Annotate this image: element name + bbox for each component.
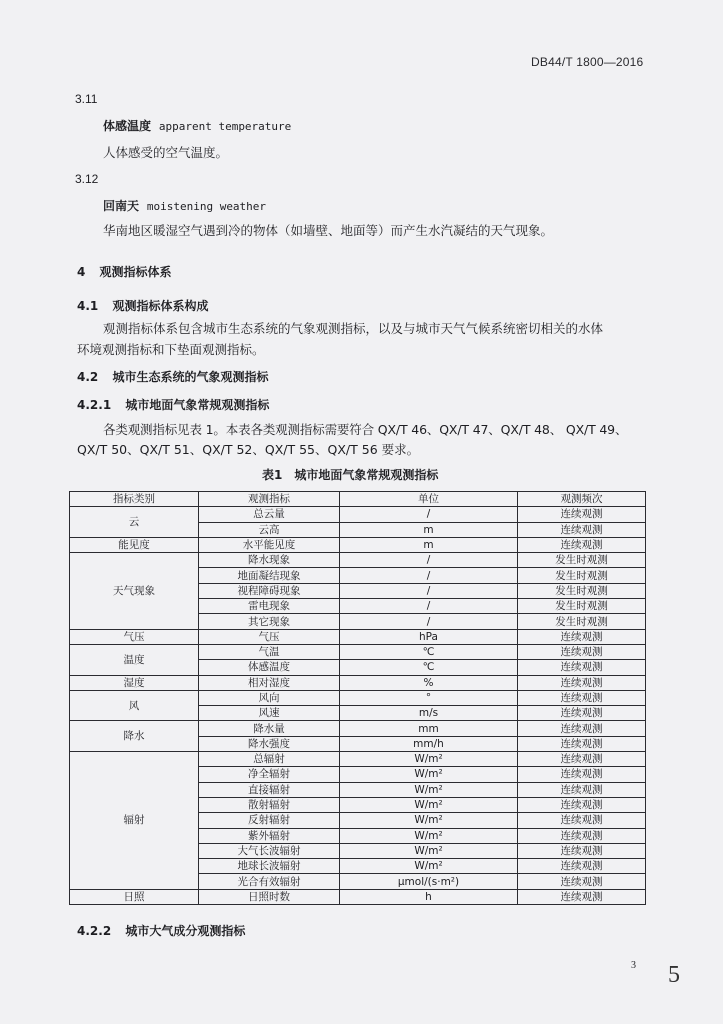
paragraph-4-2-1-line1: 各类观测指标见表 1。本表各类观测指标需要符合 QX/T 46、QX/T 47、QX/T 48、 QX/T 49、 (103, 422, 628, 437)
term-en: moistening weather (146, 200, 267, 213)
indicator-cell: 气压 (199, 629, 340, 644)
indicator-cell: 紫外辐射 (199, 828, 340, 843)
indicator-cell: 云高 (199, 522, 340, 537)
frequency-cell: 连续观测 (518, 721, 646, 736)
frequency-cell: 连续观测 (518, 522, 646, 537)
indicator-cell: 视程障碍现象 (199, 583, 340, 598)
frequency-cell: 连续观测 (518, 644, 646, 659)
frequency-cell: 连续观测 (518, 706, 646, 721)
term-en: apparent temperature (158, 120, 292, 133)
unit-cell: W/m² (340, 767, 518, 782)
unit-cell: / (340, 583, 518, 598)
category-cell: 降水 (70, 721, 199, 752)
table-header-cell: 观测频次 (518, 492, 646, 507)
table-header-cell: 单位 (340, 492, 518, 507)
heading-4 (77, 263, 172, 280)
unit-cell: / (340, 507, 518, 522)
table-row (70, 644, 646, 659)
unit-cell: ℃ (340, 644, 518, 659)
table-row (70, 690, 646, 705)
indicator-cell: 净全辐射 (199, 767, 340, 782)
indicator-cell: 大气长波辐射 (199, 843, 340, 858)
frequency-cell: 连续观测 (518, 797, 646, 812)
unit-cell: hPa (340, 629, 518, 644)
indicator-cell: 水平能见度 (199, 537, 340, 552)
indicator-cell: 风向 (199, 690, 340, 705)
unit-cell: h (340, 889, 518, 904)
section-number-3-12: 3.12 (75, 172, 99, 186)
unit-cell: W/m² (340, 813, 518, 828)
table-body (70, 507, 646, 905)
observation-index-table (69, 491, 646, 905)
indicator-cell: 直接辐射 (199, 782, 340, 797)
table-row (70, 507, 646, 522)
unit-cell: ℃ (340, 660, 518, 675)
frequency-cell: 连续观测 (518, 660, 646, 675)
section-number-3-11: 3.11 (75, 92, 98, 106)
frequency-cell: 连续观测 (518, 736, 646, 751)
frequency-cell: 连续观测 (518, 752, 646, 767)
heading-number: 4.2 (77, 370, 99, 384)
table-row (70, 553, 646, 568)
indicator-cell: 雷电现象 (199, 599, 340, 614)
table-row (70, 721, 646, 736)
category-cell: 湿度 (70, 675, 199, 690)
heading-title: 城市大气成分观测指标 (125, 924, 246, 938)
unit-cell: % (340, 675, 518, 690)
frequency-cell: 发生时观测 (518, 553, 646, 568)
indicator-cell: 降水强度 (199, 736, 340, 751)
unit-cell: m (340, 537, 518, 552)
unit-cell: W/m² (340, 843, 518, 858)
unit-cell: W/m² (340, 797, 518, 812)
frequency-cell: 连续观测 (518, 629, 646, 644)
unit-cell: W/m² (340, 782, 518, 797)
heading-title: 观测指标体系 (99, 265, 172, 279)
frequency-cell: 连续观测 (518, 813, 646, 828)
frequency-cell: 连续观测 (518, 507, 646, 522)
indicator-cell: 降水量 (199, 721, 340, 736)
indicator-cell: 日照时数 (199, 889, 340, 904)
category-cell: 气压 (70, 629, 199, 644)
frequency-cell: 连续观测 (518, 675, 646, 690)
heading-4-2 (77, 368, 268, 385)
unit-cell: m (340, 522, 518, 537)
indicator-cell: 反射辐射 (199, 813, 340, 828)
table-row (70, 889, 646, 904)
document-id: DB44/T 1800—2016 (531, 55, 644, 69)
unit-cell: W/m² (340, 752, 518, 767)
paragraph-4-1-line1: 观测指标体系包含城市生态系统的气象观测指标，以及与城市天气气候系统密切相关的水体 (103, 321, 604, 336)
table-row (70, 752, 646, 767)
frequency-cell: 发生时观测 (518, 583, 646, 598)
frequency-cell: 连续观测 (518, 782, 646, 797)
category-cell: 温度 (70, 644, 199, 675)
indicator-cell: 体感温度 (199, 660, 340, 675)
frequency-cell: 连续观测 (518, 874, 646, 889)
heading-title: 城市地面气象常规观测指标 (125, 398, 270, 412)
term-zh: 回南天 (103, 199, 140, 213)
unit-cell: m/s (340, 706, 518, 721)
term-3-11 (103, 117, 291, 134)
table-row (70, 675, 646, 690)
indicator-cell: 总辐射 (199, 752, 340, 767)
unit-cell: μmol/(s·m²) (340, 874, 518, 889)
category-cell: 天气现象 (70, 553, 199, 629)
paragraph-4-1-line2: 环境观测指标和下垫面观测指标。 (77, 342, 265, 357)
frequency-cell: 连续观测 (518, 537, 646, 552)
unit-cell: / (340, 614, 518, 629)
heading-title: 观测指标体系构成 (112, 299, 209, 313)
frequency-cell: 连续观测 (518, 889, 646, 904)
indicator-cell: 总云量 (199, 507, 340, 522)
category-cell: 能见度 (70, 537, 199, 552)
frequency-cell: 发生时观测 (518, 599, 646, 614)
category-cell: 辐射 (70, 752, 199, 890)
heading-4-1 (77, 297, 208, 314)
heading-number: 4 (77, 265, 86, 279)
heading-number: 4.2.1 (77, 398, 112, 412)
heading-4-2-2 (77, 922, 245, 939)
unit-cell: / (340, 568, 518, 583)
unit-cell: mm/h (340, 736, 518, 751)
heading-title: 城市生态系统的气象观测指标 (112, 370, 269, 384)
table-row (70, 537, 646, 552)
unit-cell: / (340, 599, 518, 614)
unit-cell: W/m² (340, 828, 518, 843)
indicator-cell: 地面凝结现象 (199, 568, 340, 583)
frequency-cell: 连续观测 (518, 828, 646, 843)
heading-4-2-1 (77, 396, 269, 413)
indicator-cell: 散射辐射 (199, 797, 340, 812)
heading-number: 4.1 (77, 299, 99, 313)
frequency-cell: 连续观测 (518, 767, 646, 782)
definition-3-11: 人体感受的空气温度。 (103, 145, 229, 160)
category-cell: 云 (70, 507, 199, 538)
term-zh: 体感温度 (103, 119, 152, 133)
unit-cell: ° (340, 690, 518, 705)
frequency-cell: 连续观测 (518, 843, 646, 858)
definition-3-12: 华南地区暖湿空气遇到冷的物体（如墙壁、地面等）而产生水汽凝结的天气现象。 (103, 223, 554, 238)
unit-cell: / (340, 553, 518, 568)
table-header-cell: 观测指标 (199, 492, 340, 507)
table-caption: 表1 城市地面气象常规观测指标 (262, 468, 439, 482)
table-header-row (70, 492, 646, 507)
heading-number: 4.2.2 (77, 924, 112, 938)
frequency-cell: 发生时观测 (518, 614, 646, 629)
paragraph-4-2-1-line2: QX/T 50、QX/T 51、QX/T 52、QX/T 55、QX/T 56 要求。 (77, 442, 420, 457)
page-number-small: 3 (631, 960, 636, 971)
frequency-cell: 连续观测 (518, 859, 646, 874)
frequency-cell: 连续观测 (518, 690, 646, 705)
frequency-cell: 发生时观测 (518, 568, 646, 583)
indicator-cell: 气温 (199, 644, 340, 659)
indicator-cell: 光合有效辐射 (199, 874, 340, 889)
category-cell: 风 (70, 690, 199, 721)
term-3-12 (103, 197, 266, 214)
indicator-cell: 地球长波辐射 (199, 859, 340, 874)
unit-cell: W/m² (340, 859, 518, 874)
indicator-cell: 其它现象 (199, 614, 340, 629)
indicator-cell: 相对湿度 (199, 675, 340, 690)
indicator-cell: 风速 (199, 706, 340, 721)
indicator-cell: 降水现象 (199, 553, 340, 568)
unit-cell: mm (340, 721, 518, 736)
table-row (70, 629, 646, 644)
table-header-cell: 指标类别 (70, 492, 199, 507)
page-number-large: 5 (668, 962, 680, 988)
category-cell: 日照 (70, 889, 199, 904)
